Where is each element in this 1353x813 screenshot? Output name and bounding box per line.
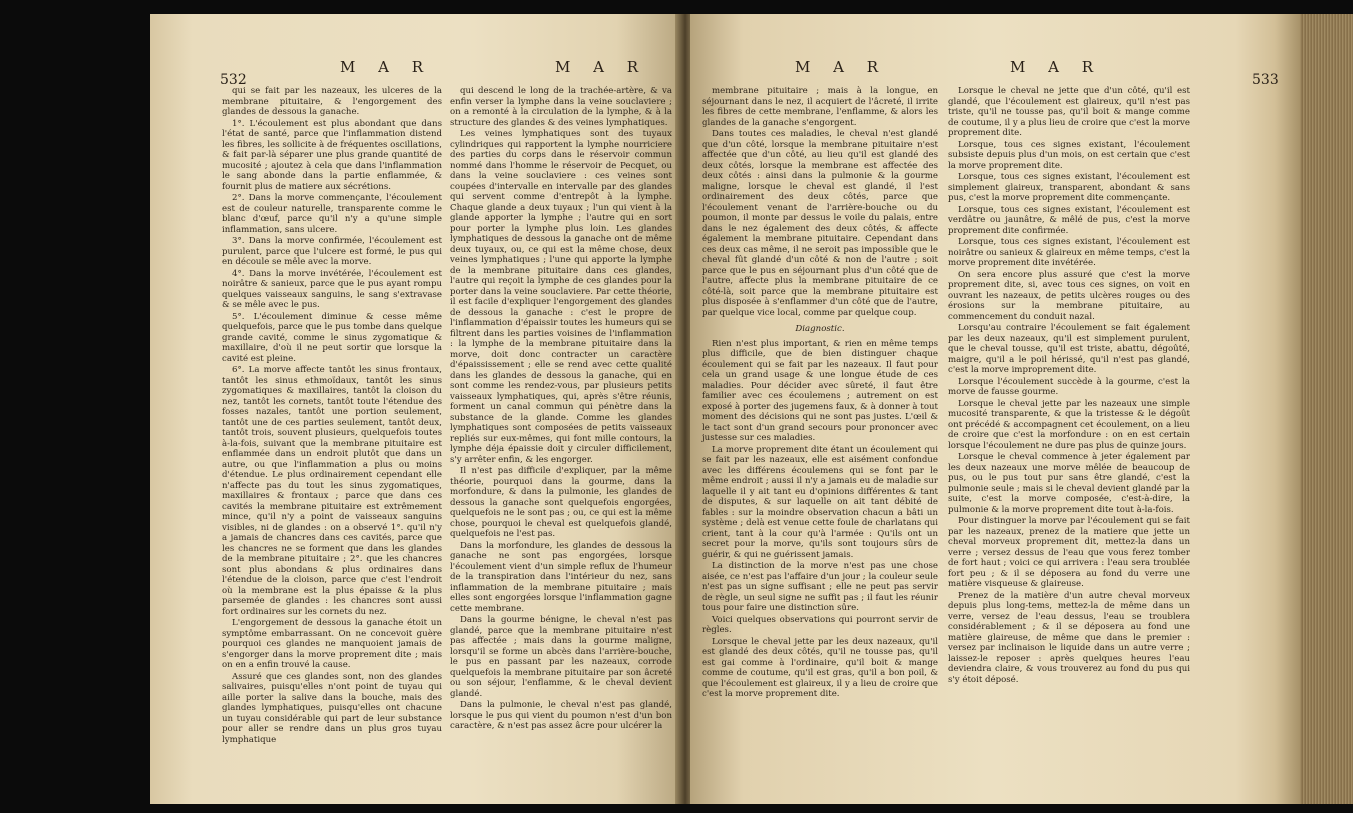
paragraph: 1°. L'écoulement est plus abondant que dans l'état de santé, parce que l'inflammation distend les fibres, les sollicite à de fréquentes oscillations, & fait par-là séparer une plus grande quantité de mucosité ; ajoutez à cela que dans l'inflammation le sang abonde dans la partie enflammée, & fournit plus de matiere aux sécrétions. <box>222 118 442 192</box>
open-book <box>150 14 1353 804</box>
paragraph: Dans la pulmonie, le cheval n'est pas glandé, lorsque le pus qui vient du poumon n'est d'un bon caractère, & n'est pas assez âcre pour ulcérer la <box>450 700 672 731</box>
right-column-1 <box>702 86 938 701</box>
paragraph: 4°. Dans la morve invétérée, l'écoulement est noirâtre & sanieux, parce que le pus ayant rompu quelques vaisseaux sanguins, le sang s'extravase & se mêle avec le pus. <box>222 268 442 310</box>
paragraph: Lorsque le cheval jette par les deux nazeaux, qu'il est glandé des deux côtés, qu'il ne tousse pas, qu'il est gai comme à l'ordinaire, qu'il boit & mange comme de coutume, qu'il est gras, qu'il a bon poil, & que l'écoulement est glaireux, il y a lieu de croire que c'est la morve proprement dite. <box>702 636 938 699</box>
paragraph: 5°. L'écoulement diminue & cesse même quelquefois, parce que le pus tombe dans quelque grande cavité, comme le sinus zygomatique & maxillaire, d'où il ne peut sortir que lorsque la cavité est pleine. <box>222 311 442 364</box>
left-column-2 <box>450 86 672 733</box>
paragraph: Lorsque le cheval commence à jeter également par les deux nazeaux une morve mêlée de beaucoup de pus, ou le pus tout pur sans être glandé, c'est la pulmonie seule ; mais si le cheval devient glandé par la suite, c'est la morve composée, c'est-à-dire, la pulmonie & la morve proprement dite tout à-la-fois. <box>948 452 1190 515</box>
paragraph: Lorsque l'écoulement succède à la gourme, c'est la morve de fausse gourme. <box>948 376 1190 397</box>
page-number-left: 532 <box>220 72 247 88</box>
paragraph: La distinction de la morve n'est pas une chose aisée, ce n'est pas l'affaire d'un jour ; la couleur seule n'est pas un signe suffisant ; elle ne peut pas servir de règle, un seul signe ne suffit pas ; il faut les réunir tous pour faire une distinction sûre. <box>702 561 938 613</box>
paragraph: Lorsque, tous ces signes existant, l'écoulement est simplement glaireux, transparent, abondant & sans pus, c'est la morve proprement dite commençante. <box>948 172 1190 203</box>
right-column-2 <box>948 86 1190 686</box>
section-heading: Diagnostic. <box>795 324 845 334</box>
paragraph: qui descend le long de la trachée-artère, & va enfin verser la lymphe dans la veine souclaviere ; on a remonté à la circulation de la lymphe, & à la structure des glandes & des veines lymphatiques. <box>450 86 672 128</box>
paragraph: Les veines lymphatiques sont des tuyaux cylindriques qui rapportent la lymphe nourriciere des parties du corps dans le réservoir commun nommé dans l'homme le réservoir de Pecquet, ou dans la veine souclaviere : ces veines sont coupées d'intervalle en intervalle par des glandes qui servent comme d'entrepôt à la lymphe. Chaque glande a deux tuyaux ; l'un qui vient à la glande apporter la lymphe ; l'autre qui en sort pour porter la lymphe plus loin. Les glandes lymphatiques de dessous la ganache ont de même deux tuyaux, ou, ce qui est la même chose, deux veines lymphatiques ; l'une qui apporte la lymphe de la membrane pituitaire dans ces glandes, l'autre qui reçoit la lymphe de ces glandes pour la porter dans la veine souclaviere. Par cette théorie, il est facile d'expliquer l'engorgement des glandes de dessous la ganache : c'est le propre de l'inflammation d'épaissir toutes les humeurs qui se filtrent dans les parties voisines de l'inflammation : la lymphe de la membrane pituitaire dans la morve, doit donc contracter un caractère d'épaississement ; elle se rend avec cette qualité dans les glandes de dessous la ganache, qui en sont comme les rendez-vous, par plusieurs petits vaisseaux lymphatiques, qui, après s'être réunis, forment un canal commun qui pénètre dans la substance de la glande. Comme les glandes lymphatiques sont composées de petits vaisseaux repliés sur eux-mêmes, qui font mille contours, la lymphe déja épaissie doit y circuler difficilement, s'y arrêter enfin, & les engorger. <box>450 129 672 465</box>
paragraph: Dans la gourme bénigne, le cheval n'est pas glandé, parce que la membrane pituitaire n'est pas affectée ; mais dans la gourme maligne, lorsqu'il se forme un abcès dans l'arrière-bouche, le pus en passant par les nazeaux, corrode quelquefois la membrane pituitaire par son âcreté ou son séjour, l'enflamme, & le cheval devient glandé. <box>450 615 672 699</box>
paragraph: Lorsque, tous ces signes existant, l'écoulement est noirâtre ou sanieux & glaireux en même temps, c'est la morve proprement dite invétérée. <box>948 237 1190 268</box>
paragraph: La morve proprement dite étant un écoulement qui se fait par les nazeaux, elle est aisément confondue avec les différens écoulemens qui se font par le même endroit ; aussi il n'y a jamais eu de maladie sur laquelle il y ait tant eu d'opinions différentes & tant de disputes, & sur laquelle on ait tant débité de fables : sur la moindre observation chacun a bâti un système ; delà est venue cette foule de charlatans qui crient, tant à la cour qu'à l'armée : Qu'ils ont un secret pour la morve, qu'ils sont toujours sûrs de guérir, & qui ne guérissent jamais. <box>702 444 938 560</box>
running-head-right-outer: M A R <box>1010 58 1103 76</box>
paragraph: Dans toutes ces maladies, le cheval n'est glandé que d'un côté, lorsque la membrane pituitaire n'est affectée que d'un côté, au lieu qu'il est glandé des deux côtés, lorsque la membrane est affectée des deux côtés : ainsi dans la pulmonie & la gourme maligne, lorsque le cheval est glandé, il l'est ordinairement des deux côtés, parce que l'écoulement venant de l'arrière-bouche ou du poumon, il monte par dessus le voile du palais, entre dans le nez également des deux côtés, & affecte également la membrane pituitaire. Cependant dans ces deux cas même, il ne seroit pas impossible que le cheval fût glandé d'un côté & non de l'autre ; soit parce que le pus en séjournant plus d'un côté que de l'autre, affecte plus la membrane pituitaire de ce côté-là, soit parce que la membrane pituitaire est plus disposée à s'enflammer d'un côté que de l'autre, par quelque vice local, comme par quelque coup. <box>702 129 938 318</box>
paragraph: Il n'est pas difficile d'expliquer, par la même théorie, pourquoi dans la gourme, dans la morfondure, & dans la pulmonie, les glandes de dessous la ganache sont quelquefois engorgées, quelquefois ne le sont pas ; ou, ce qui est la même chose, pourquoi le cheval est quelquefois glandé, quelquefois ne l'est pas. <box>450 466 672 539</box>
paragraph: Assuré que ces glandes sont, non des glandes salivaires, puisqu'elles n'ont point de tuyau qui aille porter la salive dans la bouche, mais des glandes lymphatiques, puisqu'elles ont chacune un tuyau considérable qui part de leur substance pour aller se rendre dans un plus gros tuyau lymphatique <box>222 671 442 745</box>
left-column-1 <box>222 86 442 746</box>
paragraph: Voici quelques observations qui pourront servir de règles. <box>702 614 938 635</box>
running-head-left-outer: M A R <box>340 58 433 76</box>
paragraph: Lorsque le cheval ne jette que d'un côté, qu'il est glandé, que l'écoulement est glaireux, qu'il n'est pas triste, qu'il ne tousse pas, qu'il boit & mange comme de coutume, il y a plus lieu de croire que c'est la morve proprement dite. <box>948 86 1190 138</box>
paragraph: 3°. Dans la morve confirmée, l'écoulement est purulent, parce que l'ulcere est formé, le pus qui en découle se mêle avec la morve. <box>222 236 442 267</box>
running-head-left-inner: M A R <box>555 58 648 76</box>
paragraph: L'engorgement de dessous la ganache étoit un symptôme embarrassant. On ne concevoit guère pourquoi ces glandes ne manquoient jamais de s'engorger dans la morve proprement dite ; mais on en a enfin trouvé la cause. <box>222 618 442 670</box>
paragraph: 6°. La morve affecte tantôt les sinus frontaux, tantôt les sinus ethmoïdaux, tantôt les sinus zygomatiques & maxillaires, tantôt la cloison du nez, tantôt les cornets, tantôt toute l'étendue des fosses nazales, tantôt une portion seulement, tantôt une de ces parties seulement, tantôt deux, tantôt trois, souvent plusieurs, quelquefois toutes à-la-fois, suivant que la membrane pituitaire est enflammée dans un endroit plutôt que dans un autre, ou que l'inflammation a plus ou moins d'étendue. Le plus ordinairement cependant elle n'affecte pas du tout les sinus zygomatiques, maxillaires & frontaux ; parce que dans ces cavités la membrane pituitaire est extrêmement mince, qu'il n'y a point de vaisseaux sanguins visibles, ni de glandes : on a observé 1°. qu'il n'y a jamais de chancres dans ces cavités, parce que les chancres ne se forment que dans les glandes de la membrane pituitaire ; 2°. que les chancres sont plus abondans & plus ordinaires dans l'étendue de la cloison, parce que c'est l'endroit où la membrane est la plus épaisse & la plus parsemée de glandes : les chancres sont aussi fort ordinaires sur les cornets du nez. <box>222 365 442 617</box>
paragraph: Prenez de la matière d'un autre cheval morveux depuis plus long-tems, mettez-la de même dans un verre, versez de l'eau dessus, l'eau se troublera considérablement ; & il se déposera au fond une matière glaireuse, de même que dans le premier : versez par inclinaison le liquide dans un autre verre ; laissez-le reposer : après quelques heures l'eau deviendra claire, & vous trouverez au fond du pus qui s'y étoit déposé. <box>948 590 1190 685</box>
paragraph: Pour distinguer la morve par l'écoulement qui se fait par les nazeaux, prenez de la matiere que jette un cheval morveux proprement dit, mettez-la dans un verre ; versez dessus de l'eau que vous ferez tomber de fort haut ; voici ce qui arrivera : l'eau sera troublée fort peu ; & il se déposera au fond du verre une matière visqueuse & glaireuse. <box>948 516 1190 589</box>
paragraph: 2°. Dans la morve commençante, l'écoulement est de couleur naturelle, transparente comme le blanc d'œuf, parce qu'il n'y a qu'une simple inflammation, sans ulcere. <box>222 193 442 235</box>
paragraph: Dans la morfondure, les glandes de dessous la ganache ne sont pas engorgées, lorsque l'écoulement vient d'un simple reflux de l'humeur de la transpiration dans l'intérieur du nez, sans inflammation de la membrane pituitaire ; mais elles sont engorgées lorsque l'inflammation gagne cette membrane. <box>450 540 672 614</box>
paragraph: qui se fait par les nazeaux, les ulceres de la membrane pituitaire, & l'engorgement des glandes de dessous la ganache. <box>222 86 442 117</box>
page-edges <box>1300 14 1353 804</box>
paragraph: membrane pituitaire ; mais à la longue, en séjournant dans le nez, il acquiert de l'âcreté, il irrite les fibres de cette membrane, l'enflamme, & alors les glandes de la ganache s'engorgent. <box>702 86 938 128</box>
left-page <box>150 14 680 804</box>
right-page <box>690 14 1353 804</box>
paragraph: Lorsqu'au contraire l'écoulement se fait également par les deux nazeaux, qu'il est simplement purulent, que le cheval tousse, qu'il est triste, abattu, dégoûté, maigre, qu'il a le poil hérissé, qu'il n'est pas glandé, c'est la morve improprement dite. <box>948 323 1190 375</box>
running-head-right-inner: M A R <box>795 58 888 76</box>
paragraph: Lorsque, tous ces signes existant, l'écoulement est verdâtre ou jaunâtre, & mêlé de pus, c'est la morve proprement dite confirmée. <box>948 204 1190 236</box>
paragraph: Lorsque le cheval jette par les nazeaux une simple mucosité transparente, & que la tristesse & le dégoût ont précédé & accompagnent cet écoulement, on a lieu de croire que c'est la morfondure : on en est certain lorsque l'écoulement ne dure pas plus de quinze jours. <box>948 398 1190 451</box>
paragraph: Lorsque, tous ces signes existant, l'écoulement subsiste depuis plus d'un mois, on est certain que c'est la morve proprement dite. <box>948 139 1190 171</box>
paragraph: Rien n'est plus important, & rien en même temps plus difficile, que de bien distinguer chaque écoulement qui se fait par les nazeaux. Il faut pour cela un grand usage & une longue étude de ces maladies. Pour décider avec sûreté, il faut être familier avec ces écoulemens ; autrement on est exposé à porter des jugemens faux, & à donner à tout moment des décisions qui ne sont pas justes. L'œil & le tact sont d'un grand secours pour prononcer avec justesse sur ces maladies. <box>702 338 938 443</box>
page-number-right: 533 <box>1252 72 1279 88</box>
paragraph: On sera encore plus assuré que c'est la morve proprement dite, si, avec tous ces signes, on voit en ouvrant les nazeaux, de petits ulcères rouges ou des érosions sur la membrane pituitaire, au commencement du conduit nazal. <box>948 269 1190 322</box>
